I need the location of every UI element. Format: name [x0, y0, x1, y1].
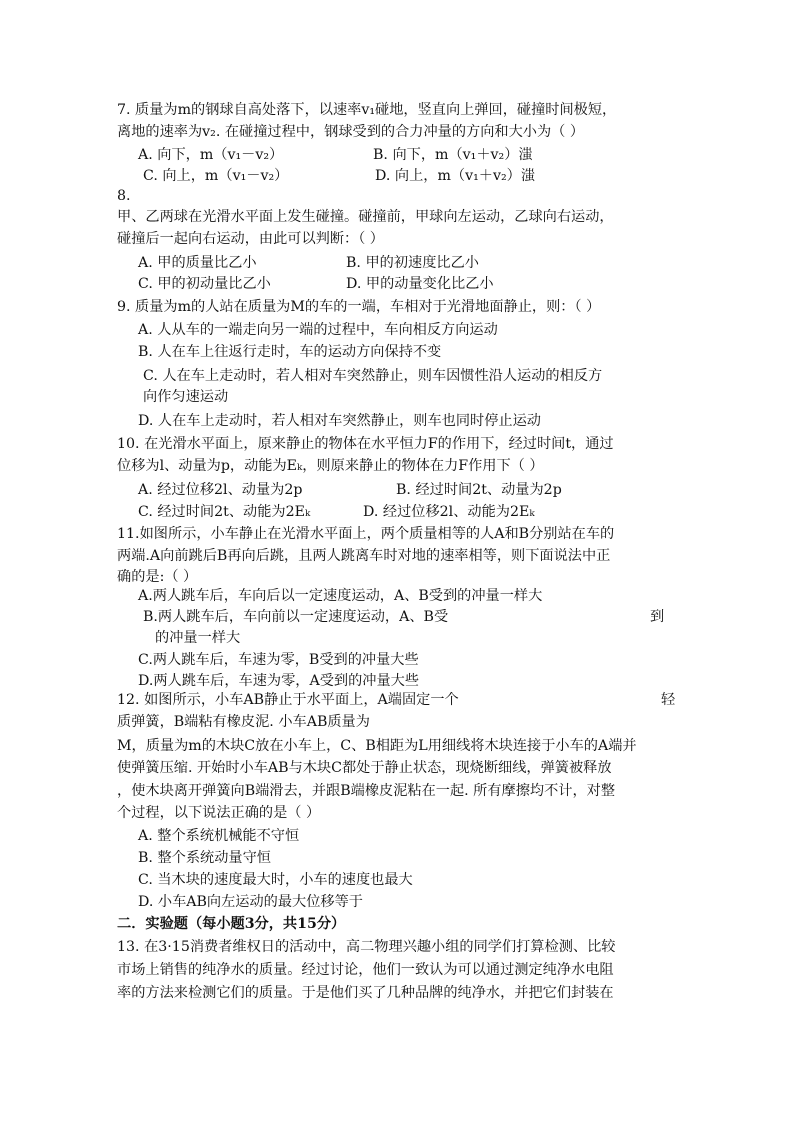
q9-option-b: B. 人在车上往返行走时，车的运动方向保持不变 — [138, 344, 442, 360]
q12-stem-line-1: 12. 如图所示，小车AB静止于水平面上，A端固定一个 — [117, 692, 459, 708]
q11-option-a: A.两人跳车后，车向后以一定速度运动，A、B受到的冲量一样大 — [138, 588, 543, 604]
q7-option-c: C. 向上，m（v₁－v₂） — [143, 168, 289, 184]
q12-option-c: C. 当木块的速度最大时，小车的速度也最大 — [138, 872, 413, 888]
q12-stem-line-2: 质弹簧，B端粘有橡皮泥. 小车AB质量为 — [117, 714, 370, 730]
q8-number: 8. — [117, 188, 131, 204]
q7-stem-line-1: 7. 质量为m的钢球自高处落下，以速率v₁碰地，竖直向上弹回，碰撞时间极短， — [117, 102, 617, 118]
q7-stem-line-2: 离地的速率为v₂. 在碰撞过程中，钢球受到的合力冲量的方向和大小为（ ） — [117, 124, 585, 140]
q12-option-a: A. 整个系统机械能不守恒 — [138, 828, 300, 844]
q12-stem-line-5: ，使木块离开弹簧向B端滑去，并跟B端橡皮泥粘在一起. 所有摩擦均不计，对整 — [117, 783, 616, 799]
q13-stem-line-2: 市场上销售的纯净水的质量。经过讨论，他们一致认为可以通过测定纯净水电阻 — [117, 962, 614, 978]
q8-option-a: A. 甲的质量比乙小 — [138, 255, 257, 271]
q10-option-a: A. 经过位移2l、动量为2p — [138, 482, 303, 498]
q10-stem-line-1: 10. 在光滑水平面上，原来静止的物体在水平恒力F的作用下，经过时间t，通过 — [117, 436, 614, 452]
q12-stem-line-4: 使弹簧压缩. 开始时小车AB与木块C都处于静止状态，现烧断细线，弹簧被释放 — [117, 760, 612, 776]
q12-stem-line-1-right: 轻 — [661, 692, 676, 708]
q13-stem-line-1: 13. 在3·15消费者维权日的活动中，高二物理兴趣小组的同学们打算检测、比较 — [117, 939, 616, 955]
q7-option-d: D. 向上，m（v₁＋v₂）滍 — [375, 168, 536, 184]
q9-option-a: A. 人从车的一端走向另一端的过程中，车向相反方向运动 — [138, 322, 498, 338]
q12-option-b: B. 整个系统动量守恒 — [138, 850, 271, 866]
q11-option-c: C.两人跳车后，车速为零，B受到的冲量大些 — [138, 652, 419, 668]
q10-stem-line-2: 位移为l、动量为p，动能为Eₖ，则原来静止的物体在力F作用下（ ） — [117, 458, 544, 474]
q7-option-b: B. 向下，m（v₁＋v₂）滍 — [373, 147, 533, 163]
q9-stem: 9. 质量为m的人站在质量为M的车的一端，车相对于光滑地面静止，则：（ ） — [117, 299, 601, 315]
q10-option-c: C. 经过时间2t、动能为2Eₖ — [138, 504, 311, 520]
q11-stem-line-3: 确的是:（ ） — [117, 569, 198, 585]
q8-stem-line-1: 甲、乙两球在光滑水平面上发生碰撞。碰撞前，甲球向左运动，乙球向右运动， — [117, 209, 614, 225]
q12-stem-line-6: 个过程，以下说法正确的是（ ） — [117, 805, 321, 821]
q7-option-a: A. 向下，m（v₁－v₂） — [138, 147, 284, 163]
section-heading-experiment: 二．实验题（每小题3分，共15分） — [117, 916, 346, 932]
q11-option-b-line-2: 的冲量一样大 — [155, 630, 241, 646]
q11-stem-line-2: 两端.A向前跳后B再向后跳，且两人跳离车时对地的速率相等，则下面说法中正 — [117, 548, 611, 564]
q8-stem-line-2: 碰撞后一起向右运动，由此可以判断：（ ） — [117, 231, 384, 247]
q10-option-d: D. 经过位移2l、动能为2Eₖ — [363, 504, 535, 520]
q9-option-d: D. 人在车上走动时，若人相对车突然静止，则车也同时停止运动 — [138, 413, 541, 429]
q9-option-c-line-1: C. 人在车上走动时，若人相对车突然静止，则车因惯性沿人运动的相反方 — [143, 368, 603, 384]
q8-option-b: B. 甲的初速度比乙小 — [346, 255, 479, 271]
q12-option-d: D. 小车AB向左运动的最大位移等于 — [138, 894, 363, 910]
q9-option-c-line-2: 向作匀速运动 — [143, 389, 229, 405]
q13-stem-line-3: 率的方法来检测它们的质量。于是他们买了几种品牌的纯净水，并把它们封装在 — [117, 985, 614, 1001]
q8-option-c: C. 甲的初动量比乙小 — [138, 276, 271, 292]
q10-option-b: B. 经过时间2t、动量为2p — [396, 482, 562, 498]
q11-stem-line-1: 11.如图所示，小车静止在光滑水平面上，两个质量相等的人A和B分别站在车的 — [117, 526, 615, 542]
q11-option-d: D.两人跳车后，车速为零，A受到的冲量大些 — [138, 673, 420, 689]
q11-option-b-line-1: B.两人跳车后，车向前以一定速度运动，A、B受 — [143, 609, 449, 625]
q12-stem-line-3: M，质量为m的木块C放在小车上，C、B相距为L用细线将木块连接于小车的A端并 — [117, 738, 637, 754]
q8-option-d: D. 甲的动量变化比乙小 — [346, 276, 494, 292]
q11-option-b-right: 到 — [650, 609, 665, 625]
